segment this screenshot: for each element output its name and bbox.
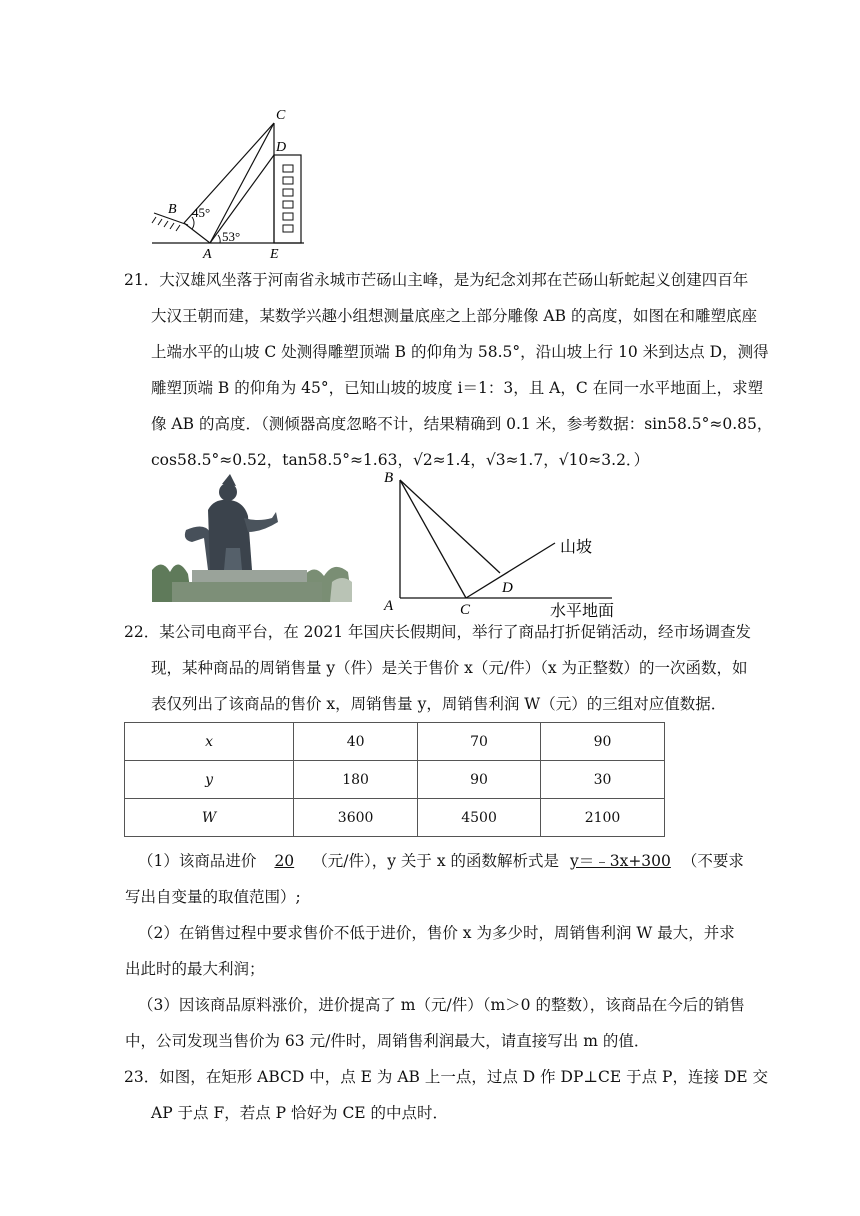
label-a: A [203, 247, 212, 260]
label-e: E [270, 247, 279, 260]
label-c: C [460, 602, 471, 618]
q22-part-3 [125, 987, 745, 1059]
slope-label: 山坡 [560, 539, 593, 556]
q21-line: 大汉王朝而建，某数学兴趣小组想测量底座之上部分雕像 AB 的高度，如图在和雕塑底座 [151, 307, 757, 325]
table-cell: 90 [418, 761, 541, 799]
answer-blank-function: y＝﹣3x+300 [569, 852, 671, 870]
question-21 [124, 262, 772, 478]
table-cell: 2100 [541, 799, 665, 837]
label-d: D [276, 140, 287, 155]
figure-q20 [148, 105, 318, 260]
angle-a-label: 53° [222, 229, 241, 244]
answer-blank-cost: 20 [274, 852, 295, 870]
label-b: B [384, 470, 394, 486]
q22-line: 现，某种商品的周销售量 y（件）是关于售价 x（元/件）（x 为正整数）的一次函数，如 [151, 659, 748, 677]
table-cell: 4500 [418, 799, 541, 837]
q22-part2-line: 出此时的最大利润； [125, 960, 265, 978]
table-cell: 90 [541, 723, 665, 761]
table-cell: 70 [418, 723, 541, 761]
table-cell: 180 [294, 761, 418, 799]
question-22 [124, 614, 751, 722]
q21-line: 21．大汉雄风坐落于河南省永城市芒砀山主峰，是为纪念刘邦在芒砀山斩蛇起义创建四百年 [124, 271, 749, 289]
q22-part2-line: （2）在销售过程中要求售价不低于进价，售价 x 为多少时，周销售利润 W 最大，并求 [138, 924, 735, 942]
q22-line: 22．某公司电商平台，在 2021 年国庆长假期间，举行了商品打折促销活动，经市场调查发 [124, 623, 752, 641]
ground-label: 水平地面 [550, 603, 615, 618]
q21-line: cos58.5°≈0.52，tan58.5°≈1.63，√2≈1.4，√3≈1.7，√10≈3.2．） [151, 451, 650, 469]
q23-line: 23．如图，在矩形 ABCD 中，点 E 为 AB 上一点，过点 D 作 DP⊥CE 于点 P，连接 DE 交 [124, 1068, 769, 1086]
table-cell: 30 [541, 761, 665, 799]
q22-part3-line: 中，公司发现当售价为 63 元/件时，周销售利润最大，请直接写出 m 的值． [125, 1032, 650, 1050]
label-c: C [276, 108, 286, 123]
q23-line: AP 于点 F，若点 P 恰好为 CE 的中点时． [151, 1104, 449, 1122]
table-row [125, 723, 665, 761]
q21-line: 雕塑顶端 B 的仰角为 45°，已知山坡的坡度 i＝1：3，且 A，C 在同一水平地面上，求塑 [151, 379, 764, 397]
table-row [125, 799, 665, 837]
table-row [125, 761, 665, 799]
q21-line: 像 AB 的高度．（测倾器高度忽略不计，结果精确到 0.1 米，参考数据：sin58.5°≈0.85， [151, 415, 773, 433]
q22-line: 表仅列出了该商品的售价 x，周销售量 y，周销售利润 W（元）的三组对应值数据． [151, 695, 727, 713]
q22-part1-text-c: （不要求 [681, 852, 744, 870]
values-table [124, 722, 665, 837]
table-cell: y [125, 761, 294, 799]
figure-q21 [380, 468, 620, 618]
angle-b-label: 45° [192, 205, 211, 220]
table-cell: 3600 [294, 799, 418, 837]
table-cell: W [125, 799, 294, 837]
table-cell: 40 [294, 723, 418, 761]
q22-part1-line [138, 843, 744, 879]
q21-line: 上端水平的山坡 C 处测得雕塑顶端 B 的仰角为 58.5°，沿山坡上行 10 米到达点 D，测得 [151, 343, 769, 361]
question-23 [124, 1059, 768, 1131]
q22-part1-text-a: （1）该商品进价 [138, 852, 257, 870]
table-cell: x [125, 723, 294, 761]
q22-part3-line: （3）因该商品原料涨价，进价提高了 m（元/件）（m＞0 的整数），该商品在今后的销售 [138, 996, 745, 1014]
q22-part1-text-b: （元/件），y 关于 x 的函数解析式是 [312, 852, 560, 870]
q22-part-1 [125, 843, 744, 915]
q22-part1-line2: 写出自变量的取值范围）; [125, 888, 301, 906]
label-a: A [384, 598, 394, 614]
statue-photo [152, 470, 352, 602]
q22-part-2 [125, 915, 735, 987]
label-b: B [168, 202, 177, 217]
label-d: D [502, 580, 513, 596]
